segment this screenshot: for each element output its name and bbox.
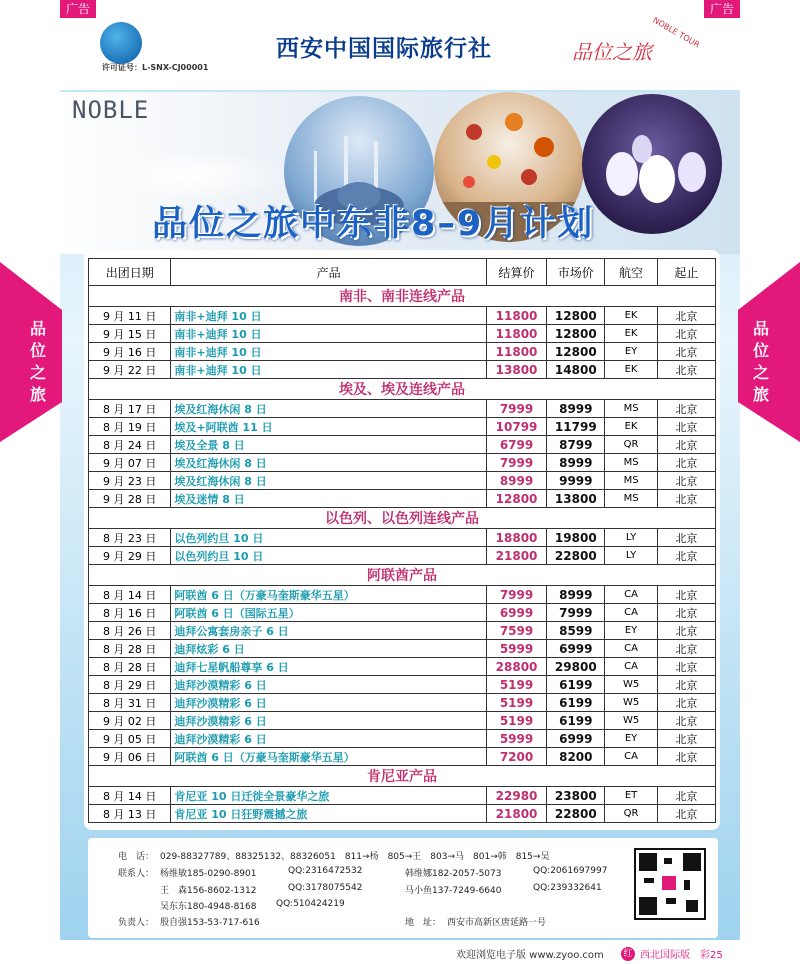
cell-route: 北京 (657, 325, 715, 343)
cell-route: 北京 (657, 307, 715, 325)
cell-settle-price: 7200 (486, 748, 546, 766)
header-settle-price: 结算价 (486, 259, 546, 286)
cell-airline: QR (605, 436, 657, 454)
cell-settle-price: 7599 (486, 622, 546, 640)
edition-badge: 红 (621, 947, 635, 961)
table-row (89, 343, 716, 361)
cell-market-price: 11799 (547, 418, 605, 436)
cell-route: 北京 (657, 805, 715, 823)
table-row (89, 307, 716, 325)
cell-date: 9 月 05 日 (89, 730, 171, 748)
section-title: 肯尼亚产品 (89, 766, 716, 787)
table-row (89, 604, 716, 622)
cell-market-price: 23800 (547, 787, 605, 805)
cell-settle-price: 5999 (486, 730, 546, 748)
contact-3: 王 森156-8602-1312 (160, 886, 257, 896)
cell-market-price: 13800 (547, 490, 605, 508)
cell-product: 南非+迪拜 10 日 (171, 361, 487, 379)
cell-airline: W5 (605, 676, 657, 694)
cell-settle-price: 18800 (486, 529, 546, 547)
cell-route: 北京 (657, 712, 715, 730)
cell-airline: W5 (605, 694, 657, 712)
cell-route: 北京 (657, 586, 715, 604)
cell-market-price: 9999 (547, 472, 605, 490)
cell-market-price: 8599 (547, 622, 605, 640)
manager-label: 负责人： (118, 918, 155, 928)
cell-route: 北京 (657, 529, 715, 547)
ad-tag-right: 广告 (704, 0, 740, 18)
cell-product: 埃及+阿联酋 11 日 (171, 418, 487, 436)
cell-product: 南非+迪拜 10 日 (171, 325, 487, 343)
cell-route: 北京 (657, 400, 715, 418)
cell-market-price: 8799 (547, 436, 605, 454)
cell-settle-price: 28800 (486, 658, 546, 676)
cell-route: 北京 (657, 547, 715, 565)
cell-route: 北京 (657, 343, 715, 361)
cell-airline: W5 (605, 712, 657, 730)
table-row (89, 658, 716, 676)
cell-product: 阿联酋 6 日（国际五星） (171, 604, 487, 622)
cell-airline: QR (605, 805, 657, 823)
cell-date: 8 月 19 日 (89, 418, 171, 436)
cell-market-price: 22800 (547, 547, 605, 565)
cell-market-price: 6199 (547, 712, 605, 730)
cell-settle-price: 5999 (486, 640, 546, 658)
cell-market-price: 22800 (547, 805, 605, 823)
phone-label: 电 话： (118, 852, 155, 862)
cell-market-price: 6199 (547, 676, 605, 694)
table-row (89, 730, 716, 748)
cell-product: 迪拜七星帆船尊享 6 日 (171, 658, 487, 676)
cell-market-price: 12800 (547, 325, 605, 343)
cell-settle-price: 22980 (486, 787, 546, 805)
phone-numbers: 029-88327789、88325132、88326051 811→杨 805→王 803→马 801→韩 815→吴 (160, 852, 550, 862)
cell-settle-price: 11800 (486, 325, 546, 343)
table-row (89, 787, 716, 805)
cell-airline: CA (605, 640, 657, 658)
cell-airline: EK (605, 418, 657, 436)
cell-airline: LY (605, 529, 657, 547)
cell-route: 北京 (657, 418, 715, 436)
cell-route: 北京 (657, 490, 715, 508)
contact-2: 韩维娜182-2057-5073 (405, 869, 502, 879)
cell-date: 8 月 23 日 (89, 529, 171, 547)
cell-date: 9 月 15 日 (89, 325, 171, 343)
noble-wordmark: NOBLE (72, 96, 150, 124)
table-row (89, 748, 716, 766)
cell-product: 迪拜沙漠精彩 6 日 (171, 676, 487, 694)
table-row (89, 490, 716, 508)
cell-product: 肯尼亚 10 日迁徙全景豪华之旅 (171, 787, 487, 805)
cell-product: 迪拜公寓套房亲子 6 日 (171, 622, 487, 640)
cell-airline: MS (605, 472, 657, 490)
section-header-row (89, 565, 716, 586)
brand-noble-tag: NOBLE TOUR (651, 15, 702, 50)
cell-market-price: 29800 (547, 658, 605, 676)
cits-globe-icon (100, 22, 142, 64)
header-product: 产品 (171, 259, 487, 286)
table-row (89, 694, 716, 712)
header-date: 出团日期 (89, 259, 171, 286)
contact-4: 马小鱼137-7249-6640 (405, 886, 502, 896)
cell-date: 8 月 14 日 (89, 586, 171, 604)
cell-product: 肯尼亚 10 日狂野震撼之旅 (171, 805, 487, 823)
cell-product: 埃及红海休闲 8 日 (171, 454, 487, 472)
contacts-label: 联系人： (118, 869, 155, 879)
cell-airline: EY (605, 622, 657, 640)
cell-product: 埃及红海休闲 8 日 (171, 400, 487, 418)
section-header-row (89, 286, 716, 307)
cell-route: 北京 (657, 472, 715, 490)
cell-product: 埃及红海休闲 8 日 (171, 472, 487, 490)
cell-route: 北京 (657, 640, 715, 658)
cell-airline: MS (605, 454, 657, 472)
section-title: 阿联酋产品 (89, 565, 716, 586)
cell-settle-price: 7999 (486, 454, 546, 472)
cell-date: 8 月 31 日 (89, 694, 171, 712)
cell-settle-price: 7999 (486, 400, 546, 418)
cell-settle-price: 5199 (486, 676, 546, 694)
cell-settle-price: 10799 (486, 418, 546, 436)
cell-date: 9 月 23 日 (89, 472, 171, 490)
cell-market-price: 6199 (547, 694, 605, 712)
cell-date: 9 月 16 日 (89, 343, 171, 361)
edition-label: 西北国际版 彩25 (640, 950, 723, 961)
permit-number: 许可证号：L-SNX-CJ00001 (102, 63, 209, 72)
cell-product: 以色列约旦 10 日 (171, 529, 487, 547)
cell-route: 北京 (657, 604, 715, 622)
header-airline: 航空 (605, 259, 657, 286)
cell-date: 8 月 14 日 (89, 787, 171, 805)
section-header-row (89, 766, 716, 787)
section-title: 埃及、埃及连线产品 (89, 379, 716, 400)
table-row (89, 676, 716, 694)
cell-market-price: 8200 (547, 748, 605, 766)
contact-4-qq: QQ:239332641 (533, 883, 602, 893)
cell-settle-price: 21800 (486, 547, 546, 565)
cell-route: 北京 (657, 676, 715, 694)
table-row (89, 400, 716, 418)
main-title: 品位之旅中东非8–9月计划 (152, 204, 595, 244)
table-row (89, 472, 716, 490)
contact-1-qq: QQ:2316472532 (288, 866, 363, 876)
cell-settle-price: 11800 (486, 307, 546, 325)
cell-date: 8 月 29 日 (89, 676, 171, 694)
cell-product: 埃及全景 8 日 (171, 436, 487, 454)
cell-market-price: 6999 (547, 640, 605, 658)
cell-date: 8 月 13 日 (89, 805, 171, 823)
cell-market-price: 14800 (547, 361, 605, 379)
cell-route: 北京 (657, 748, 715, 766)
contact-3-qq: QQ:3178075542 (288, 883, 363, 893)
cell-date: 9 月 11 日 (89, 307, 171, 325)
side-label-left: 品位之旅 (29, 319, 46, 404)
table-row (89, 586, 716, 604)
section-title: 以色列、以色列连线产品 (89, 508, 716, 529)
cell-settle-price: 12800 (486, 490, 546, 508)
table-row (89, 436, 716, 454)
cell-route: 北京 (657, 361, 715, 379)
cell-market-price: 12800 (547, 343, 605, 361)
cell-date: 8 月 17 日 (89, 400, 171, 418)
cell-airline: CA (605, 658, 657, 676)
cell-route: 北京 (657, 694, 715, 712)
header-market-price: 市场价 (547, 259, 605, 286)
cell-route: 北京 (657, 730, 715, 748)
table-header-row (89, 259, 716, 286)
cell-market-price: 7999 (547, 604, 605, 622)
cell-route: 北京 (657, 436, 715, 454)
table-row (89, 547, 716, 565)
cell-market-price: 8999 (547, 454, 605, 472)
cell-date: 9 月 02 日 (89, 712, 171, 730)
cell-airline: ET (605, 787, 657, 805)
cell-date: 8 月 26 日 (89, 622, 171, 640)
cell-product: 埃及迷情 8 日 (171, 490, 487, 508)
cell-airline: MS (605, 490, 657, 508)
table-row (89, 454, 716, 472)
mist-image (90, 150, 290, 200)
cell-airline: CA (605, 586, 657, 604)
cell-settle-price: 11800 (486, 343, 546, 361)
qr-code[interactable] (634, 848, 706, 920)
cell-product: 南非+迪拜 10 日 (171, 307, 487, 325)
cell-airline: EY (605, 343, 657, 361)
cell-product: 以色列约旦 10 日 (171, 547, 487, 565)
contact-1: 杨维敏185-0290-8901 (160, 869, 257, 879)
dancers-photo (582, 94, 722, 234)
cell-date: 9 月 29 日 (89, 547, 171, 565)
cell-market-price: 8999 (547, 586, 605, 604)
table-row (89, 418, 716, 436)
cell-settle-price: 13800 (486, 361, 546, 379)
table-row (89, 640, 716, 658)
cell-settle-price: 8999 (486, 472, 546, 490)
cell-market-price: 19800 (547, 529, 605, 547)
cell-airline: CA (605, 748, 657, 766)
cell-date: 9 月 07 日 (89, 454, 171, 472)
cell-airline: EY (605, 730, 657, 748)
cell-route: 北京 (657, 658, 715, 676)
table-row (89, 361, 716, 379)
cell-settle-price: 21800 (486, 805, 546, 823)
cell-route: 北京 (657, 454, 715, 472)
tour-table (88, 258, 716, 823)
cell-date: 8 月 16 日 (89, 604, 171, 622)
ad-tag-left: 广告 (60, 0, 96, 18)
brand-logo: 品位之旅 (572, 40, 652, 64)
table-row (89, 805, 716, 823)
table-row (89, 622, 716, 640)
table-row (89, 325, 716, 343)
manager: 殷自强153-53-717-616 (160, 918, 260, 928)
cell-settle-price: 5199 (486, 712, 546, 730)
cell-product: 迪拜沙漠精彩 6 日 (171, 694, 487, 712)
cell-settle-price: 6799 (486, 436, 546, 454)
cell-product: 南非+迪拜 10 日 (171, 343, 487, 361)
cell-market-price: 12800 (547, 307, 605, 325)
cell-airline: MS (605, 400, 657, 418)
cell-market-price: 6999 (547, 730, 605, 748)
cell-airline: EK (605, 361, 657, 379)
address-label: 地 址： (405, 918, 442, 928)
header-route: 起止 (657, 259, 715, 286)
section-header-row (89, 508, 716, 529)
table-row (89, 529, 716, 547)
table-row (89, 712, 716, 730)
side-label-right: 品位之旅 (752, 319, 769, 404)
cell-date: 8 月 24 日 (89, 436, 171, 454)
cell-date: 8 月 28 日 (89, 640, 171, 658)
cell-airline: LY (605, 547, 657, 565)
contact-5-qq: QQ:510424219 (276, 899, 345, 909)
cell-product: 迪拜炫彩 6 日 (171, 640, 487, 658)
cell-product: 迪拜沙漠精彩 6 日 (171, 712, 487, 730)
cell-date: 9 月 06 日 (89, 748, 171, 766)
cell-settle-price: 5199 (486, 694, 546, 712)
cell-product: 迪拜沙漠精彩 6 日 (171, 730, 487, 748)
cell-airline: EK (605, 307, 657, 325)
cell-date: 8 月 28 日 (89, 658, 171, 676)
cell-settle-price: 6999 (486, 604, 546, 622)
address: 西安市高新区唐延路一号 (447, 918, 547, 928)
cell-route: 北京 (657, 622, 715, 640)
agency-name: 西安中国国际旅行社 (276, 36, 492, 62)
cell-date: 9 月 22 日 (89, 361, 171, 379)
cell-product: 阿联酋 6 日（万豪马奎斯豪华五星） (171, 748, 487, 766)
cell-product: 阿联酋 6 日（万豪马奎斯豪华五星） (171, 586, 487, 604)
cell-airline: EK (605, 325, 657, 343)
cell-settle-price: 7999 (486, 586, 546, 604)
contact-5: 吴东东180-4948-8168 (160, 902, 257, 912)
contact-2-qq: QQ:2061697997 (533, 866, 608, 876)
cell-route: 北京 (657, 787, 715, 805)
cell-date: 9 月 28 日 (89, 490, 171, 508)
cell-market-price: 8999 (547, 400, 605, 418)
site-link[interactable]: 欢迎浏览电子版 www.zyoo.com (456, 950, 604, 961)
section-header-row (89, 379, 716, 400)
section-title: 南非、南非连线产品 (89, 286, 716, 307)
cell-airline: CA (605, 604, 657, 622)
